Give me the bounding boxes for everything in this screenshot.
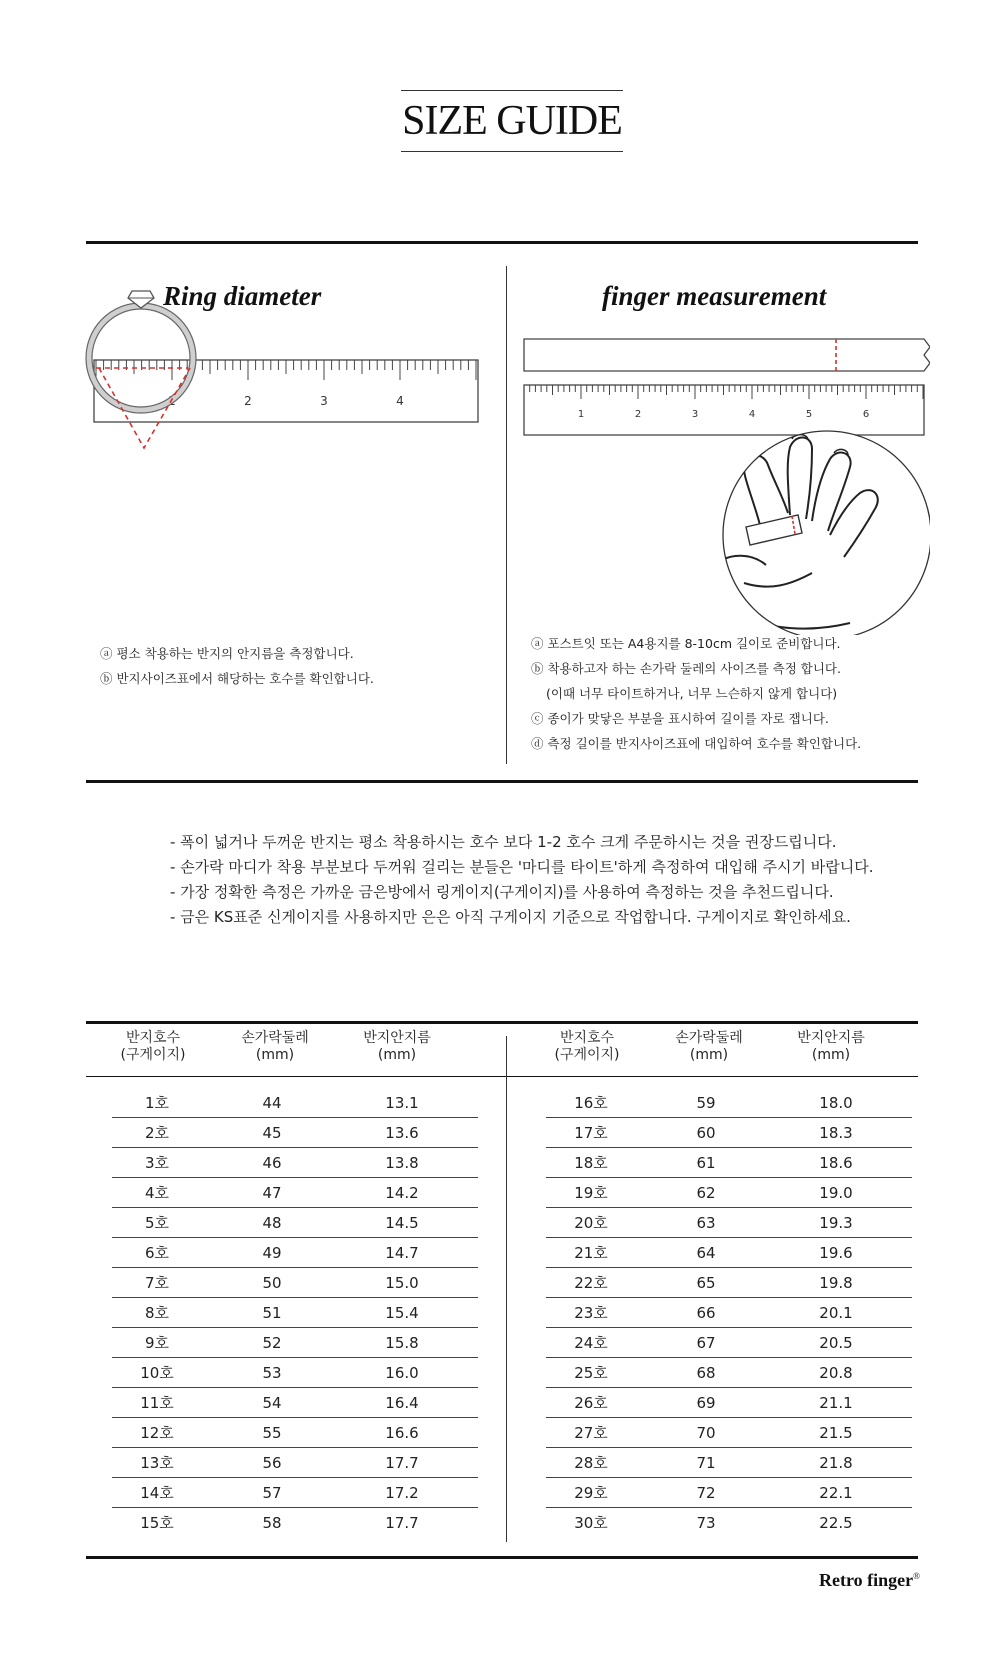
finger-step-a: ⓐ 포스트잇 또는 A4용지를 8-10cm 길이로 준비합니다. [531,636,841,651]
table-row [112,1178,478,1208]
circumference-cell: 56 [262,1454,282,1472]
ring-size-cell: 12호 [140,1424,174,1442]
ring-size-cell: 13호 [140,1454,174,1472]
note-item: - 폭이 넓거나 두꺼운 반지는 평소 착용하시는 호수 보다 1-2 호수 크게 주문하시는 것을 권장드립니다. [170,833,837,851]
table-top-rule [86,1021,918,1024]
ring-size-cell: 9호 [144,1334,170,1352]
diameter-cell: 17.7 [385,1514,419,1532]
circumference-cell: 47 [262,1184,282,1202]
table-row [546,1118,912,1148]
ring-diameter-steps [100,641,374,691]
ring-ruler-label-1: 1 [168,394,176,408]
table-row [112,1298,478,1328]
table-row [546,1208,912,1238]
ring-ruler-label-3: 3 [320,394,328,408]
size-table-left [92,1030,458,1532]
diameter-cell: 17.2 [385,1484,419,1502]
circumference-cell: 54 [262,1394,282,1412]
table-row [112,1388,478,1418]
circumference-cell: 68 [696,1364,716,1382]
ring-diameter-title: Ring diameter [163,281,322,311]
table-row [112,1118,478,1148]
circumference-cell: 61 [696,1154,716,1172]
diameter-cell: 13.1 [385,1094,419,1112]
table-row [112,1418,478,1448]
diameter-cell: 19.6 [819,1244,853,1262]
ring-size-cell: 11호 [140,1394,174,1412]
finger-measurement-illustration [520,335,930,635]
title-bottom-rule [401,151,623,152]
ring-size-cell: 2호 [144,1124,170,1142]
note-item: - 손가락 마디가 착용 부분보다 두꺼워 걸리는 분들은 '마디를 타이트'하게 측정하여 대입해 주시기 바랍니다. [170,858,874,876]
circumference-cell: 64 [696,1244,716,1262]
ring-size-cell: 28호 [574,1454,608,1472]
diameter-cell: 20.1 [819,1304,853,1322]
ring-size-cell: 5호 [144,1214,170,1232]
finger-measurement-steps [531,631,861,756]
diameter-cell: 19.8 [819,1274,853,1292]
table-row [112,1238,478,1268]
circumference-cell: 55 [262,1424,282,1442]
diameter-cell: 22.5 [819,1514,853,1532]
diameter-cell: 19.0 [819,1184,853,1202]
ring-size-cell: 23호 [574,1304,608,1322]
table-row [112,1448,478,1478]
note-item: - 금은 KS표준 신게이지를 사용하지만 은은 아직 구게이지 기준으로 작업합니다. 구게이지로 확인하세요. [170,908,851,926]
table-row [112,1328,478,1358]
table-row [112,1148,478,1178]
finger-ruler-label-3: 3 [691,409,699,420]
finger-step-c: ⓒ 종이가 맞닿은 부분을 표시하여 길이를 자로 잽니다. [531,711,829,726]
header-finger-circumference: 손가락둘레 (mm) [241,1030,309,1063]
diameter-cell: 16.4 [385,1394,419,1412]
ring-size-cell: 20호 [574,1214,608,1232]
section-bottom-rule [86,780,918,783]
ring-size-cell: 15호 [140,1514,174,1532]
circumference-cell: 51 [262,1304,282,1322]
diameter-cell: 15.8 [385,1334,419,1352]
notes-list [170,830,874,930]
circumference-cell: 69 [696,1394,716,1412]
ring-size-cell: 6호 [144,1244,170,1262]
circumference-cell: 58 [262,1514,282,1532]
diameter-cell: 14.7 [385,1244,419,1262]
table-row [546,1178,912,1208]
ring-size-cell: 22호 [574,1274,608,1292]
table-divider [506,1036,507,1542]
finger-step-note: (이때 너무 타이트하거나, 너무 느슨하지 않게 합니다) [546,686,838,701]
diameter-cell: 14.5 [385,1214,419,1232]
table-row [112,1478,478,1508]
circumference-cell: 53 [262,1364,282,1382]
header-finger-circumference: 손가락둘레 (mm) [675,1030,743,1063]
section-top-rule [86,241,918,244]
diameter-cell: 15.0 [385,1274,419,1292]
ring-ruler-label-2: 2 [244,394,252,408]
finger-step-d: ⓓ 측정 길이를 반지사이즈표에 대입하여 호수를 확인합니다. [531,736,862,751]
ring-size-cell: 30호 [574,1514,608,1532]
diameter-cell: 20.8 [819,1364,853,1382]
ring-size-cell: 26호 [574,1394,608,1412]
brand-logo: Retro finger® [819,1570,920,1590]
ring-size-cell: 7호 [144,1274,170,1292]
header-ring-inner-diameter: 반지안지름 (mm) [797,1030,865,1063]
circumference-cell: 72 [696,1484,716,1502]
table-row [546,1268,912,1298]
diameter-cell: 16.0 [385,1364,419,1382]
ring-size-cell: 21호 [574,1244,608,1262]
header-ring-size: 반지호수 (구게이지) [120,1030,186,1063]
ring-step-b: ⓑ 반지사이즈표에서 해당하는 호수를 확인합니다. [100,671,374,686]
table-row [546,1418,912,1448]
table-row [112,1268,478,1298]
table-header [92,1030,458,1080]
finger-ruler-label-5: 5 [805,409,813,420]
ring-size-cell: 4호 [144,1184,170,1202]
finger-ruler-label-1: 1 [577,409,585,420]
ring-size-cell: 10호 [140,1364,174,1382]
circumference-cell: 65 [696,1274,716,1292]
table-row [546,1088,912,1118]
finger-ruler-label-6: 6 [862,409,870,420]
ring-size-cell: 18호 [574,1154,608,1172]
ring-size-cell: 8호 [144,1304,170,1322]
size-table-right [526,1030,892,1532]
ring-diameter-illustration [82,288,482,458]
table-row [546,1238,912,1268]
table-row [546,1328,912,1358]
note-item: - 가장 정확한 측정은 가까운 금은방에서 링게이지(구게이지)를 사용하여 측정하는 것을 추천드립니다. [170,883,834,901]
table-row [546,1478,912,1508]
circumference-cell: 62 [696,1184,716,1202]
table-row [546,1388,912,1418]
circumference-cell: 59 [696,1094,716,1112]
diameter-cell: 18.0 [819,1094,853,1112]
ring-size-cell: 29호 [574,1484,608,1502]
diameter-cell: 13.6 [385,1124,419,1142]
circumference-cell: 63 [696,1214,716,1232]
circumference-cell: 50 [262,1274,282,1292]
circumference-cell: 67 [696,1334,716,1352]
size-table-left-body [112,1088,478,1537]
ring-size-cell: 3호 [144,1154,170,1172]
circumference-cell: 46 [262,1154,282,1172]
finger-step-b: ⓑ 착용하고자 하는 손가락 둘레의 사이즈를 측정 합니다. [531,661,841,676]
diameter-cell: 22.1 [819,1484,853,1502]
table-row [546,1298,912,1328]
diameter-cell: 21.1 [819,1394,853,1412]
diameter-cell: 21.8 [819,1454,853,1472]
circumference-cell: 49 [262,1244,282,1262]
diameter-cell: 13.8 [385,1154,419,1172]
diameter-cell: 15.4 [385,1304,419,1322]
finger-measurement-title: finger measurement [602,281,827,311]
diameter-cell: 21.5 [819,1424,853,1442]
circumference-cell: 70 [696,1424,716,1442]
circumference-cell: 45 [262,1124,282,1142]
circumference-cell: 48 [262,1214,282,1232]
ring-ruler-label-4: 4 [396,394,404,408]
finger-ruler-label-4: 4 [748,409,756,420]
diameter-cell: 17.7 [385,1454,419,1472]
ring-size-cell: 1호 [144,1094,170,1112]
ring-size-cell: 17호 [574,1124,608,1142]
circumference-cell: 71 [696,1454,716,1472]
ring-size-cell: 14호 [140,1484,174,1502]
ring-step-a: ⓐ 평소 착용하는 반지의 안지름을 측정합니다. [100,646,354,661]
diameter-cell: 14.2 [385,1184,419,1202]
title-block [401,90,623,152]
ring-size-cell: 25호 [574,1364,608,1382]
ring-size-cell: 19호 [574,1184,608,1202]
size-table-right-body [546,1088,912,1537]
table-row [112,1088,478,1118]
table-bottom-rule [86,1556,918,1559]
table-row [546,1358,912,1388]
table-row [546,1448,912,1478]
header-ring-inner-diameter: 반지안지름 (mm) [363,1030,431,1063]
circumference-cell: 44 [262,1094,282,1112]
circumference-cell: 60 [696,1124,716,1142]
diameter-cell: 18.3 [819,1124,853,1142]
section-divider [506,266,507,764]
circumference-cell: 66 [696,1304,716,1322]
header-ring-size: 반지호수 (구게이지) [554,1030,620,1063]
ring-size-cell: 27호 [574,1424,608,1442]
diameter-cell: 16.6 [385,1424,419,1442]
diameter-cell: 18.6 [819,1154,853,1172]
table-header [526,1030,892,1080]
table-row [112,1508,478,1537]
diameter-cell: 20.5 [819,1334,853,1352]
table-row [112,1358,478,1388]
table-row [546,1508,912,1537]
finger-ruler-label-2: 2 [634,409,642,420]
table-row [112,1208,478,1238]
ring-size-cell: 24호 [574,1334,608,1352]
table-row [546,1148,912,1178]
diameter-cell: 19.3 [819,1214,853,1232]
circumference-cell: 52 [262,1334,282,1352]
ring-size-cell: 16호 [574,1094,608,1112]
page-title: SIZE GUIDE [402,98,622,144]
circumference-cell: 73 [696,1514,716,1532]
circumference-cell: 57 [262,1484,282,1502]
